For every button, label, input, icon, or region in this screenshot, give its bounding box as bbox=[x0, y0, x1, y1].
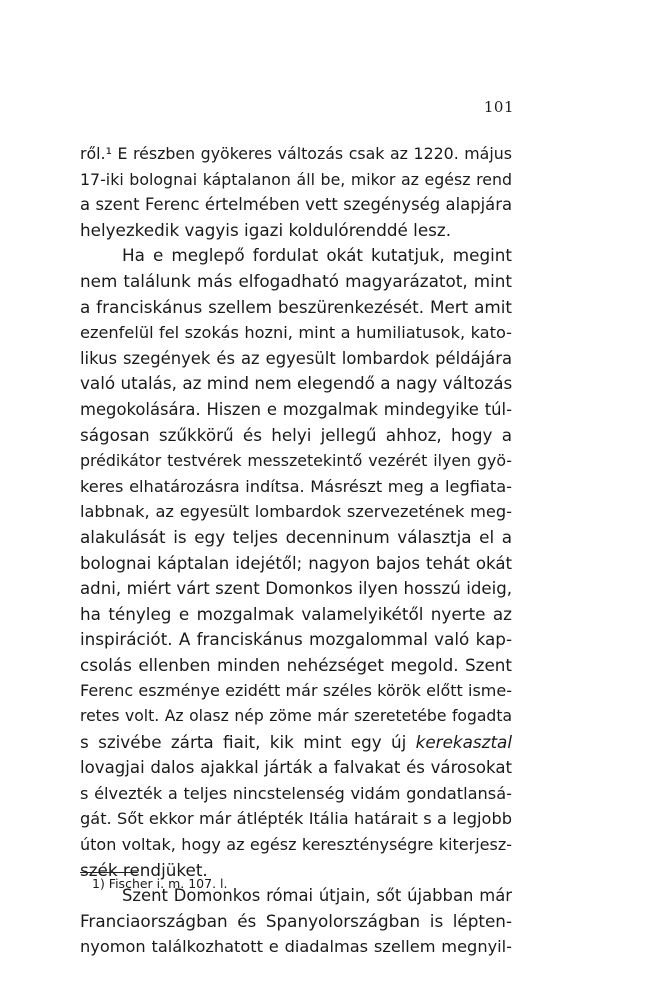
text-line: 17-iki bolognai káptalanon áll be, mikor az egész rend bbox=[80, 169, 512, 189]
text-line: csolás ellenben minden nehézséget megold. Szent bbox=[80, 654, 512, 675]
text-line: nem találunk más elfogadható magyarázatot, mint bbox=[80, 270, 512, 291]
text-line: helyezkedik vagyis igazi koldulórenddé lesz. bbox=[80, 219, 452, 240]
text-line: lovagjai dalos ajakkal járták a falvakat és városokat bbox=[80, 758, 512, 778]
text-line: Ha e meglepő fordulat okát kutatjuk, megint bbox=[122, 245, 512, 266]
footnote-rule bbox=[80, 872, 138, 873]
text-line: ről.¹ E részben gyökeres változás csak az 1220. május bbox=[80, 144, 512, 163]
text-line: a szent Ferenc értelmében vett szegénység alapjára bbox=[80, 195, 512, 215]
text-line: ságosan szűkkörű és helyi jellegű ahhoz, hogy a bbox=[80, 424, 512, 445]
text-line: retes volt. Az olasz nép zöme már szeretetébe fogadta bbox=[80, 707, 512, 726]
text-line: gát. Sőt ekkor már átlépték Itália határait s a legjobb bbox=[80, 809, 512, 829]
text-line: Franciaországban és Spanyolországban is lépten- bbox=[80, 910, 512, 931]
emphasized-word: kerekasztal bbox=[415, 731, 512, 752]
text-line: Szent Domonkos római útjain, sőt újabban már bbox=[122, 886, 512, 906]
text-line: s szivébe zárta fiait, kik mint egy új kerekasztal bbox=[80, 731, 512, 752]
text-line: inspirációt. A franciskánus mozgalommal való kap- bbox=[80, 629, 512, 650]
text-line: adni, miért várt szent Domonkos ilyen hosszú ideig, bbox=[80, 579, 512, 599]
text-line: alakulását is egy teljes decenninum választja el a bbox=[80, 526, 512, 547]
text-line: a franciskánus szellem beszürenkezését. Mert amit bbox=[80, 296, 512, 317]
body-text bbox=[80, 141, 512, 960]
text-line: s élvezték a teljes nincstelenség vidám gondatlansá- bbox=[80, 783, 512, 803]
text-line: likus szegények és az egyesült lombardok példájára bbox=[80, 348, 512, 368]
text-line: labbnak, az egyesült lombardok szervezetének meg- bbox=[80, 502, 512, 522]
text-line: ezenfelül fel szokás hozni, mint a humiliatusok, kato- bbox=[80, 323, 512, 343]
text-line: ha tényleg e mozgalmak valamelyikétől nyerte az bbox=[80, 603, 512, 624]
text-line: szék rendjüket. bbox=[80, 859, 208, 880]
text-line: keres elhatározásra indítsa. Másrészt meg a legfiata- bbox=[80, 476, 512, 496]
text-line: megokolására. Hiszen e mozgalmak mindegyike túl- bbox=[80, 399, 512, 419]
footnote: 1) Fischer i. m. 107. l. bbox=[92, 876, 228, 891]
text-line: úton voltak, hogy az egész kereszténységre kiterjesz- bbox=[80, 835, 512, 855]
text-line: való utalás, az mind nem elegendő a nagy változás bbox=[80, 373, 513, 394]
text-line: bolognai káptalan idejétől; nagyon bajos tehát okát bbox=[80, 553, 512, 573]
text-line: Ferenc eszménye ezidétt már széles körök előtt isme- bbox=[80, 681, 512, 701]
text-line: nyomon találkozhatott e diadalmas szellem megnyil- bbox=[80, 937, 512, 957]
text-line: prédikátor testvérek messzetekintő vezérét ilyen gyö- bbox=[80, 451, 512, 471]
page-number: 101 bbox=[483, 98, 514, 116]
